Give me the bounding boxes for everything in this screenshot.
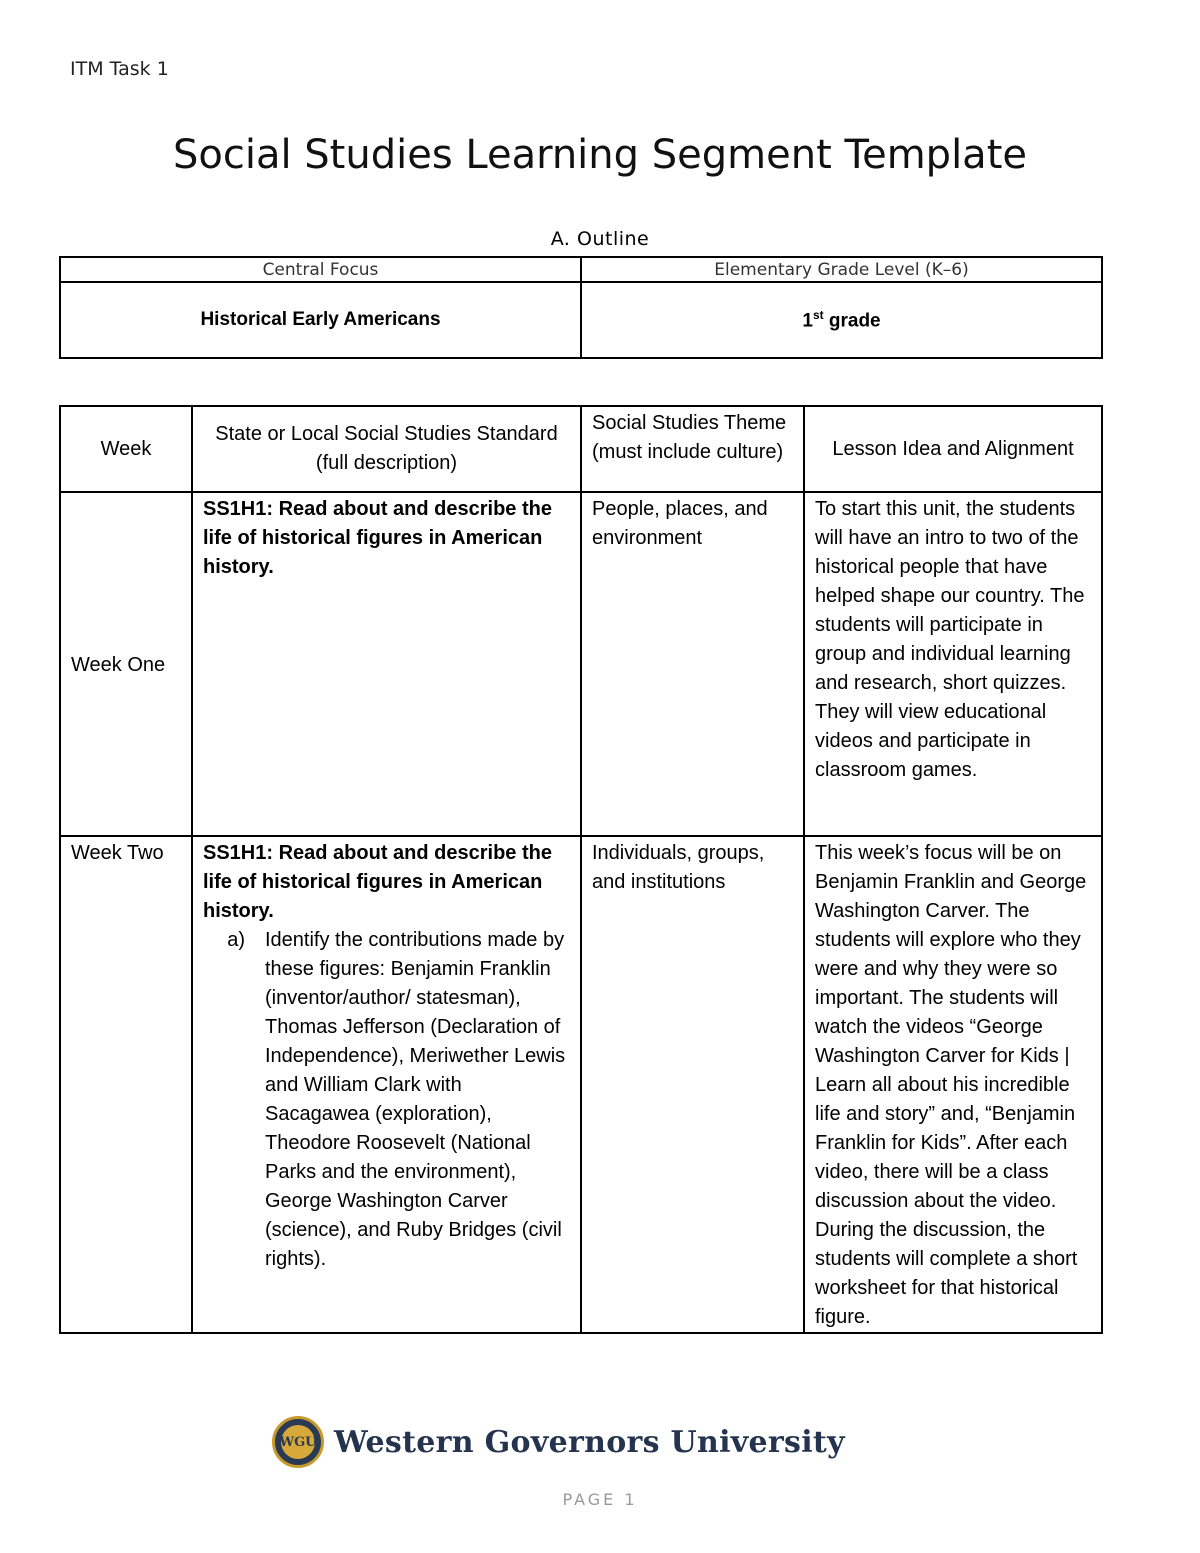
standard-text: SS1H1: Read about and describe the life of historical figures in American history.: [203, 842, 552, 922]
standard-sub-list: [203, 926, 570, 1274]
grade-word: grade: [823, 310, 881, 332]
week-cell: Week One: [60, 492, 192, 836]
standard-cell: SS1H1: Read about and describe the life of historical figures in American history.: [192, 492, 581, 836]
university-name: Western Governors University: [334, 1424, 845, 1460]
lesson-cell: This week’s focus will be on Benjamin Franklin and George Washington Carver. The students will explore who they were and why they were so important. The students will watch the videos “George Washington Carver for Kids | Learn all about his incredible life and story” and, “Benjamin Franklin for Kids”. After each video, there will be a class discussion about the video. During the discussion, the students will complete a short worksheet for that historical figure.: [804, 836, 1102, 1333]
list-marker: a): [227, 929, 245, 951]
week-cell: Week Two: [60, 836, 192, 1333]
table-row: [60, 492, 1102, 836]
university-logo: [272, 1416, 845, 1468]
learning-segment-table: [59, 405, 1103, 1334]
central-focus-value: Historical Early Americans: [60, 282, 581, 358]
seal-lettering: WGU: [281, 1425, 315, 1459]
lesson-cell: To start this unit, the students will have an intro to two of the historical people that have helped shape our country. The students will participate in group and individual learning and research, short quizzes. They will view educational videos and participate in classroom games.: [804, 492, 1102, 836]
table-row: [60, 836, 1102, 1333]
week-header: Week: [60, 406, 192, 492]
outline-table: [59, 256, 1103, 359]
theme-cell: People, places, and environment: [581, 492, 804, 836]
list-item: [203, 926, 570, 1274]
theme-cell: Individuals, groups, and institutions: [581, 836, 804, 1333]
header-label: ITM Task 1: [70, 58, 169, 80]
lesson-header: Lesson Idea and Alignment: [804, 406, 1102, 492]
table-header-row: [60, 406, 1102, 492]
standard-cell: [192, 836, 581, 1333]
list-item-text: Identify the contributions made by these figures: Benjamin Franklin (inventor/author/ statesman), Thomas Jefferson (Declaration of Independence), Meriwether Lewis and William Clark with Sacagawea (exploration), Theodore Roosevelt (National Parks and the environment), George Washington Carver (science), and Ruby Bridges (civil rights).: [265, 929, 566, 1270]
university-seal-icon: [272, 1416, 324, 1468]
grade-level-value: [581, 282, 1102, 358]
section-title: A. Outline: [550, 228, 650, 250]
page-number: PAGE 1: [562, 1490, 638, 1509]
grade-number: 1: [802, 310, 813, 332]
grade-suffix: st: [812, 307, 824, 322]
central-focus-label: Central Focus: [60, 257, 581, 282]
document-title: Social Studies Learning Segment Template: [172, 132, 1027, 178]
theme-header: Social Studies Theme (must include culture): [581, 406, 804, 492]
grade-level-label: Elementary Grade Level (K–6): [581, 257, 1102, 282]
standard-header: State or Local Social Studies Standard (full description): [192, 406, 581, 492]
